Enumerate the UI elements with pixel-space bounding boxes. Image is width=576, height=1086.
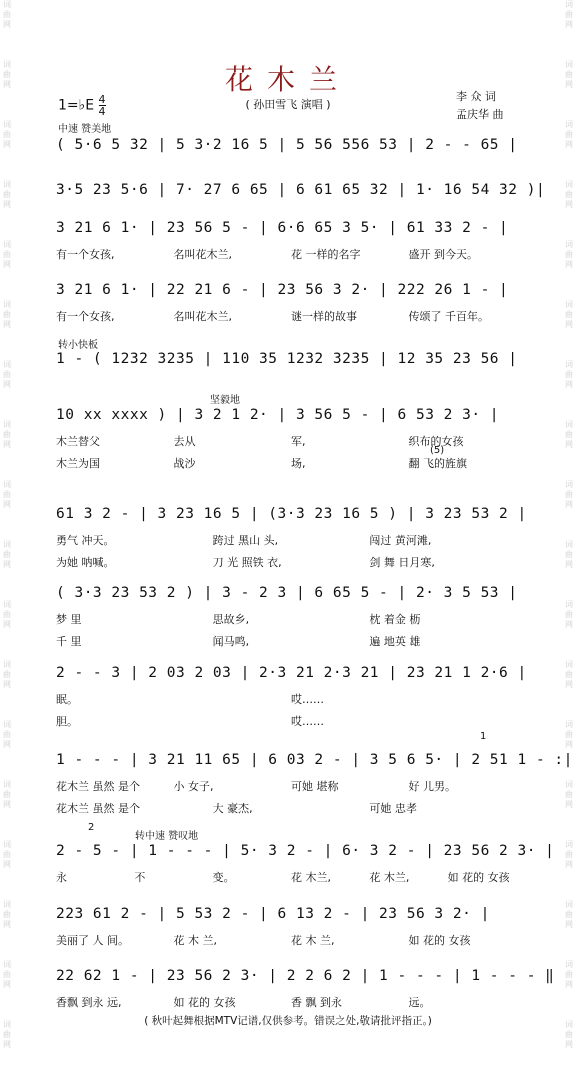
watermark-group (563, 180, 575, 240)
lyric-text: 眠。 (56, 693, 78, 706)
notation-line: 1 - - - | 3 21 11 65 | 6 03 2 - | 3 5 6 5· | 2 51 1 - :| (56, 752, 573, 768)
bracket-five: (5) (430, 445, 445, 456)
lyric-text: 传颂了 千百年。 (408, 310, 489, 323)
watermark-char: 网 (3, 560, 11, 569)
lyric-text: 花 木 兰, (173, 934, 217, 947)
expression-firm: 坚毅地 (210, 395, 240, 406)
time-top: 4 (98, 93, 106, 106)
watermark-char: 词 (3, 60, 11, 69)
watermark-group (563, 780, 575, 840)
watermark-char: 曲 (3, 10, 11, 19)
watermark-char: 词 (3, 180, 11, 189)
tempo-marking: 中速 赞美地 (58, 124, 112, 135)
watermark-right (563, 0, 575, 1086)
watermark-char: 曲 (3, 550, 11, 559)
lyric-text: 为她 呐喊。 (56, 556, 115, 569)
watermark-char: 网 (565, 800, 573, 809)
watermark-char: 词 (3, 1020, 11, 1029)
watermark-char: 词 (3, 540, 11, 549)
watermark-char: 词 (3, 240, 11, 249)
watermark-char: 词 (3, 120, 11, 129)
watermark-char: 网 (3, 320, 11, 329)
watermark-char: 网 (565, 440, 573, 449)
notation-line: 22 62 1 - | 23 56 2 3· | 2 2 6 2 | 1 - - - | 1 - - - ‖ (56, 968, 555, 984)
watermark-group (563, 360, 575, 420)
watermark-char: 词 (565, 360, 573, 369)
lyric-text: 战沙 (173, 457, 196, 470)
watermark-char: 词 (565, 720, 573, 729)
lyric-text: 可她 忠孝 (369, 802, 417, 815)
lyric-text: 美丽了 人 间。 (56, 934, 129, 947)
lyric-text: 小 女子, (173, 780, 214, 793)
notation-line: 223 61 2 - | 5 53 2 - | 6 13 2 - | 23 56 3 2· | (56, 906, 490, 922)
watermark-group (563, 240, 575, 300)
notation-line: 61 3 2 - | 3 23 16 5 | (3·3 23 16 5 ) | 3 23 53 2 | (56, 506, 527, 522)
watermark-char: 曲 (565, 670, 573, 679)
watermark-char: 网 (3, 920, 11, 929)
watermark-char: 网 (565, 140, 573, 149)
watermark-char: 曲 (3, 790, 11, 799)
volta-one: 1 (480, 731, 487, 742)
watermark-char: 曲 (3, 250, 11, 259)
lyric-text: 盛开 到今天。 (408, 248, 478, 261)
watermark-group (563, 720, 575, 780)
watermark-char: 词 (565, 180, 573, 189)
lyric-text: 如 花的 女孩 (173, 996, 236, 1009)
watermark-char: 词 (565, 1020, 573, 1029)
watermark-char: 词 (565, 540, 573, 549)
watermark-char: 网 (565, 920, 573, 929)
watermark-group (563, 480, 575, 540)
watermark-group (563, 300, 575, 360)
watermark-char: 网 (3, 980, 11, 989)
watermark-char: 网 (565, 20, 573, 29)
watermark-group (1, 180, 13, 240)
watermark-group (563, 900, 575, 960)
lyric-text: 千 里 (56, 635, 82, 648)
watermark-group (1, 420, 13, 480)
watermark-group (1, 960, 13, 1020)
watermark-char: 曲 (565, 250, 573, 259)
lyric-text: 闯过 黄河滩, (369, 534, 432, 547)
composer: 孟庆华 曲 (456, 108, 504, 121)
watermark-char: 网 (565, 980, 573, 989)
watermark-char: 词 (565, 240, 573, 249)
lyric-text: 如 花的 女孩 (447, 871, 510, 884)
lyric-text: 哎…… (291, 693, 324, 706)
watermark-char: 曲 (3, 310, 11, 319)
watermark-char: 词 (565, 900, 573, 909)
tempo-change-fast: 转小快板 (58, 340, 98, 351)
watermark-group (563, 120, 575, 180)
lyric-text: 花 木 兰, (291, 934, 335, 947)
watermark-char: 网 (3, 200, 11, 209)
notation-line: 1 - ( 1232 3235 | 110 35 1232 3235 | 12 35 23 56 | (56, 351, 518, 367)
watermark-char: 曲 (565, 10, 573, 19)
watermark-group (1, 240, 13, 300)
watermark-char: 词 (3, 0, 11, 9)
watermark-char: 曲 (565, 910, 573, 919)
lyric-text: 香飘 到永 远, (56, 996, 122, 1009)
watermark-char: 网 (3, 20, 11, 29)
lyric-text: 永 (56, 871, 67, 884)
watermark-group (563, 0, 575, 60)
notation-line: 10 xx xxxx ) | 3 2 1 2· | 3 56 5 - | 6 53 2 3· | (56, 407, 500, 423)
watermark-group (563, 840, 575, 900)
watermark-char: 曲 (3, 970, 11, 979)
watermark-char: 网 (565, 740, 573, 749)
watermark-char: 词 (565, 780, 573, 789)
watermark-group (1, 780, 13, 840)
watermark-char: 曲 (3, 430, 11, 439)
watermark-char: 曲 (3, 370, 11, 379)
watermark-char: 曲 (565, 70, 573, 79)
lyricist: 李 众 词 (456, 90, 496, 103)
watermark-char: 网 (3, 380, 11, 389)
watermark-char: 词 (3, 480, 11, 489)
watermark-char: 词 (3, 600, 11, 609)
watermark-group (563, 660, 575, 720)
watermark-group (1, 120, 13, 180)
lyric-text: 胆。 (56, 715, 78, 728)
watermark-char: 词 (3, 840, 11, 849)
credits (456, 88, 504, 124)
watermark-char: 曲 (3, 1030, 11, 1039)
watermark-char: 网 (565, 200, 573, 209)
lyric-text: 如 花的 女孩 (408, 934, 471, 947)
watermark-group (1, 600, 13, 660)
watermark-char: 词 (565, 960, 573, 969)
watermark-char: 曲 (3, 850, 11, 859)
lyric-text: 勇气 冲天。 (56, 534, 115, 547)
watermark-char: 曲 (3, 670, 11, 679)
watermark-group (1, 540, 13, 600)
lyric-text: 枕 着金 枥 (369, 613, 421, 626)
watermark-char: 词 (565, 420, 573, 429)
watermark-char: 词 (565, 660, 573, 669)
lyric-text: 花 一样的名字 (291, 248, 361, 261)
watermark-char: 曲 (565, 430, 573, 439)
lyric-text: 翻 飞的旌旗 (408, 457, 467, 470)
watermark-char: 网 (565, 860, 573, 869)
watermark-char: 曲 (565, 310, 573, 319)
key-label: 1=♭E (58, 97, 95, 114)
lyric-text: 军, (291, 435, 306, 448)
lyric-text: 刀 光 照铁 衣, (212, 556, 282, 569)
watermark-char: 网 (565, 680, 573, 689)
lyric-text: 有一个女孩, (56, 248, 115, 261)
watermark-char: 曲 (565, 190, 573, 199)
watermark-group (563, 540, 575, 600)
lyric-text: 名叫花木兰, (173, 310, 232, 323)
lyric-text: 谜一样的故事 (291, 310, 357, 323)
watermark-char: 曲 (3, 730, 11, 739)
watermark-char: 词 (565, 840, 573, 849)
watermark-char: 网 (565, 260, 573, 269)
watermark-group (1, 300, 13, 360)
watermark-left (1, 0, 13, 1086)
watermark-char: 网 (565, 1040, 573, 1049)
notation-line: 3·5 23 5·6 | 7· 27 6 65 | 6 61 65 32 | 1· 16 54 32 )| (56, 182, 546, 198)
watermark-char: 曲 (565, 130, 573, 139)
watermark-char: 曲 (3, 130, 11, 139)
footnote: ( 秋叶起舞根据MTV记谱,仅供参考。错误之处,敬请批评指正。) (144, 1015, 432, 1027)
watermark-group (1, 660, 13, 720)
watermark-group (563, 960, 575, 1020)
notation-line: ( 5·6 5 32 | 5 3·2 16 5 | 5 56 556 53 | 2 - - 65 | (56, 137, 518, 153)
watermark-char: 曲 (565, 610, 573, 619)
lyric-text: 花木兰 虽然 是个 (56, 780, 140, 793)
watermark-char: 词 (565, 480, 573, 489)
watermark-char: 词 (3, 360, 11, 369)
watermark-group (1, 720, 13, 780)
lyric-text: 木兰为国 (56, 457, 100, 470)
lyric-text: 哎…… (291, 715, 324, 728)
watermark-char: 曲 (3, 610, 11, 619)
watermark-char: 曲 (565, 490, 573, 499)
watermark-group (1, 840, 13, 900)
lyric-text: 花 木兰, (291, 871, 331, 884)
watermark-char: 网 (565, 380, 573, 389)
song-title: 花木兰 (224, 63, 351, 96)
watermark-char: 曲 (565, 730, 573, 739)
lyric-text: 木兰替父 (56, 435, 100, 448)
tempo-change-2: 转中速 赞叹地 (135, 831, 199, 842)
watermark-char: 曲 (3, 910, 11, 919)
lyric-text: 花木兰 虽然 是个 (56, 802, 140, 815)
watermark-char: 网 (565, 560, 573, 569)
watermark-char: 曲 (565, 1030, 573, 1039)
lyric-text: 不 (134, 871, 146, 884)
lyric-text: 香 飘 到永 (291, 996, 342, 1009)
watermark-char: 曲 (3, 490, 11, 499)
watermark-char: 网 (3, 80, 11, 89)
lyric-text: 可她 堪称 (291, 780, 339, 793)
watermark-char: 网 (565, 620, 573, 629)
lyric-text: 去从 (173, 435, 196, 448)
lyric-text: 远。 (408, 996, 431, 1009)
watermark-char: 曲 (565, 970, 573, 979)
watermark-char: 网 (565, 500, 573, 509)
watermark-group (1, 900, 13, 960)
watermark-char: 词 (3, 720, 11, 729)
lyric-text: 剑 舞 日月寒, (369, 556, 435, 569)
watermark-char: 词 (3, 900, 11, 909)
lyric-text: 有一个女孩, (56, 310, 115, 323)
watermark-char: 网 (565, 80, 573, 89)
watermark-char: 曲 (565, 370, 573, 379)
watermark-char: 曲 (565, 850, 573, 859)
notation-line: 2 - - 3 | 2 03 2 03 | 2·3 21 2·3 21 | 23 21 1 2·6 | (56, 665, 527, 681)
watermark-char: 词 (565, 300, 573, 309)
lyric-text: 名叫花木兰, (173, 248, 232, 261)
watermark-char: 词 (3, 780, 11, 789)
watermark-char: 词 (3, 660, 11, 669)
watermark-char: 词 (565, 600, 573, 609)
lyric-text: 闻马鸣, (212, 635, 250, 648)
time-signature (99, 94, 106, 117)
watermark-char: 网 (3, 620, 11, 629)
lyric-text: 大 豪杰, (212, 802, 253, 815)
watermark-group (1, 1020, 13, 1080)
watermark-char: 网 (3, 680, 11, 689)
lyric-text: 花 木兰, (369, 871, 410, 884)
watermark-char: 网 (3, 440, 11, 449)
lyric-text: 梦 里 (56, 613, 82, 626)
watermark-char: 网 (3, 500, 11, 509)
notation-line: 2 - 5 - | 1 - - - | 5· 3 2 - | 6· 3 2 - | 23 56 2 3· | (56, 843, 555, 859)
watermark-group (1, 0, 13, 60)
watermark-char: 词 (565, 120, 573, 129)
watermark-char: 网 (3, 140, 11, 149)
watermark-char: 网 (3, 260, 11, 269)
watermark-char: 词 (3, 960, 11, 969)
watermark-char: 网 (565, 320, 573, 329)
watermark-char: 网 (3, 1040, 11, 1049)
watermark-char: 曲 (3, 190, 11, 199)
watermark-group (563, 420, 575, 480)
singer-line: ( 孙田雪飞 演唱 ) (245, 98, 331, 111)
notation-line: 3 21 6 1· | 22 21 6 - | 23 56 3 2· | 222 26 1 - | (56, 282, 509, 298)
watermark-char: 网 (3, 860, 11, 869)
lyric-text: 跨过 黑山 头, (212, 534, 279, 547)
watermark-group (563, 1020, 575, 1080)
watermark-char: 词 (565, 60, 573, 69)
lyric-text: 织布的女孩 (408, 435, 464, 448)
lyric-text: 思故乡, (212, 613, 250, 626)
watermark-char: 词 (3, 300, 11, 309)
lyric-text: 好 儿男。 (408, 780, 456, 793)
watermark-group (563, 600, 575, 660)
lyric-text: 场, (291, 457, 306, 470)
key-signature (58, 94, 106, 117)
lyric-text: 变。 (212, 871, 235, 884)
notation-line: ( 3·3 23 53 2 ) | 3 - 2 3 | 6 65 5 - | 2· 3 5 53 | (56, 585, 518, 601)
watermark-char: 网 (3, 740, 11, 749)
watermark-char: 网 (3, 800, 11, 809)
time-bottom: 4 (98, 105, 106, 118)
watermark-char: 曲 (565, 550, 573, 559)
watermark-group (1, 480, 13, 540)
watermark-char: 词 (565, 0, 573, 9)
watermark-char: 曲 (3, 70, 11, 79)
watermark-group (1, 360, 13, 420)
volta-two: 2 (88, 822, 95, 833)
watermark-char: 词 (3, 420, 11, 429)
lyric-text: 遍 地英 雄 (369, 635, 421, 648)
notation-line: 3 21 6 1· | 23 56 5 - | 6·6 65 3 5· | 61 33 2 - | (56, 220, 509, 236)
watermark-char: 曲 (565, 790, 573, 799)
